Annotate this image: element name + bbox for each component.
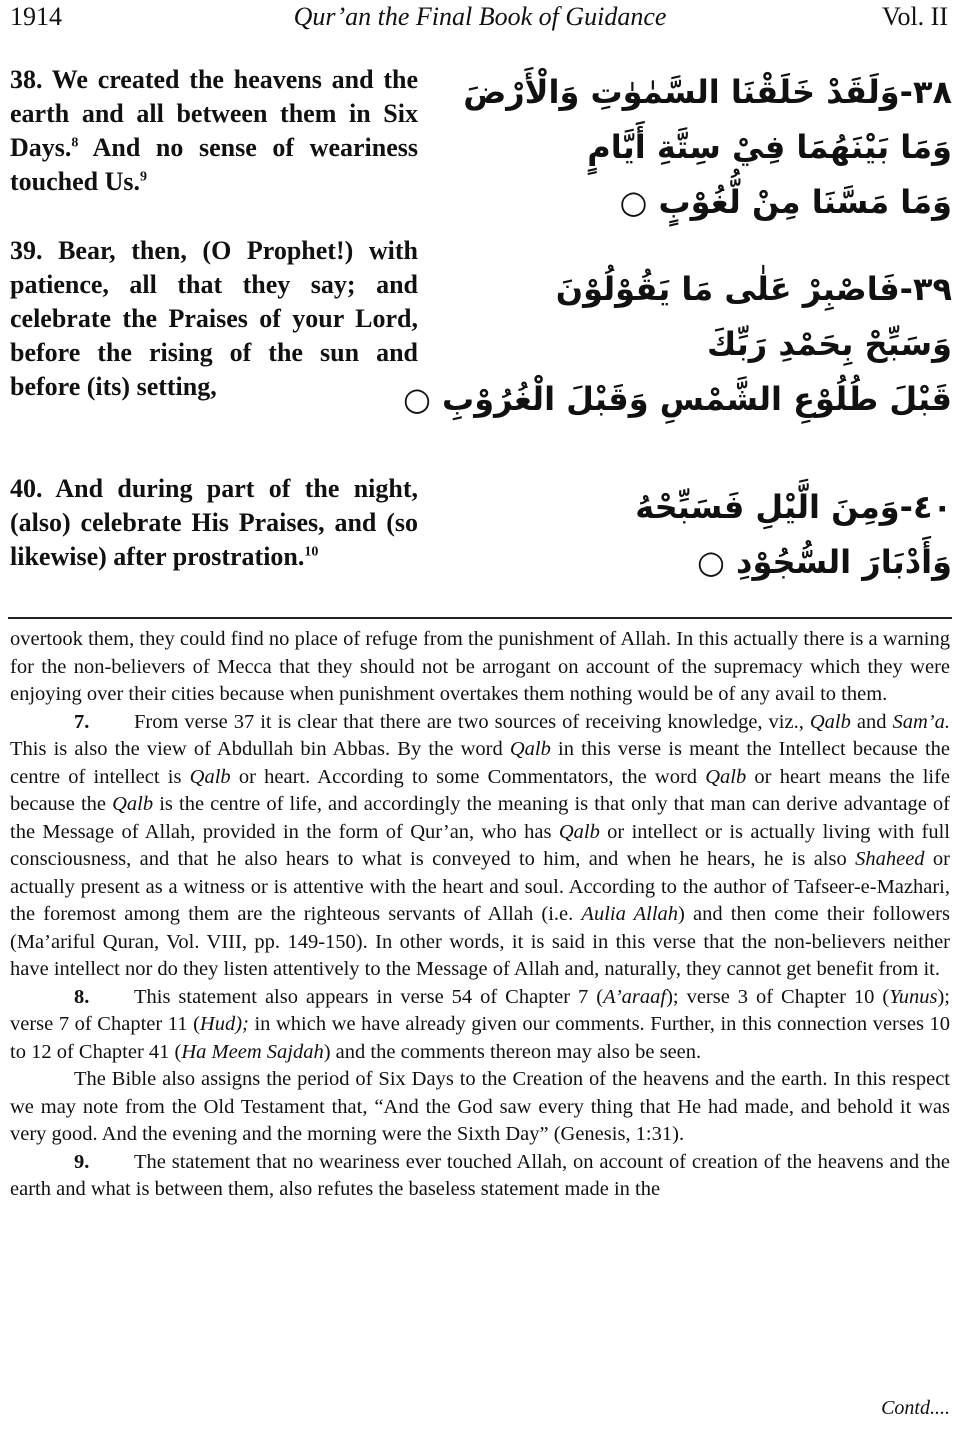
arabic-line: وَسَبِّحْ بِحَمْدِ رَبِّكَ bbox=[706, 325, 952, 363]
footnote-ref-9: 9 bbox=[140, 169, 148, 185]
note-text: ) and the comments thereon may also be seen. bbox=[323, 1040, 702, 1063]
volume-label: Vol. II bbox=[882, 2, 948, 31]
note-number: 7. bbox=[74, 710, 90, 733]
note-text: is the centre of life, and accordingly the meaning is that only that man can derive advantage of the Message of Allah, provided in the form of Qur’an, who has bbox=[10, 793, 950, 843]
italic-term: Qalb bbox=[705, 765, 747, 788]
arabic-line: ٣٨-وَلَقَدْ خَلَقْنَا السَّمٰوٰتِ وَالْأَرْضَ bbox=[463, 73, 952, 111]
note-7 bbox=[10, 709, 950, 984]
arabic-line: وَمَا بَيْنَهُمَا فِيْ سِتَّةِ أَيَّامٍ bbox=[587, 128, 952, 166]
verse-38-arabic bbox=[463, 65, 952, 230]
italic-term: Qalb bbox=[509, 738, 551, 760]
verse-39-translation bbox=[10, 234, 418, 404]
section-divider bbox=[8, 617, 952, 619]
verse-text: And no sense of weariness touched Us. bbox=[10, 133, 418, 196]
commentary-notes bbox=[10, 626, 950, 1204]
note-bible-paragraph: The Bible also assigns the period of Six Days to the Creation of the heavens and the earth. In this respect we may note from the Old Testament that, “And the God saw every thing that He had made, and behold it was very good. And the evening and the morning were the Sixth Day” (Genesis, 1:31). bbox=[10, 1068, 950, 1145]
footnote-ref-8: 8 bbox=[71, 135, 79, 151]
arabic-line: وَمَا مَسَّنَا مِنْ لُّغُوْبٍ ○ bbox=[619, 183, 952, 221]
note-number: 9. bbox=[74, 1150, 90, 1173]
verse-40-arabic bbox=[512, 480, 952, 590]
italic-term: Yunus bbox=[889, 985, 938, 1008]
arabic-line: ٣٩-فَاصْبِرْ عَلٰى مَا يَقُوْلُوْنَ bbox=[555, 270, 952, 308]
verse-text: 39. Bear, then, (O Prophet!) with patience, all that they say; and celebrate the Praises of your Lord, before the rising of the sun and before (its) setting, bbox=[10, 236, 418, 401]
arabic-line: ٤٠-وَمِنَ الَّيْلِ فَسَبِّحْهُ bbox=[635, 488, 952, 526]
arabic-line: وَأَدْبَارَ السُّجُوْدِ ○ bbox=[696, 543, 952, 581]
italic-term: Qalb bbox=[112, 793, 154, 815]
note-number: 8. bbox=[74, 985, 90, 1008]
verse-38-translation bbox=[10, 63, 418, 199]
continued-marker: Contd.... bbox=[881, 1397, 950, 1419]
note-text: or intellect or is actually living with full consciousness, and that he also hears to what is conveyed to him, and when he hears, he is also bbox=[10, 820, 951, 870]
verse-39-arabic bbox=[402, 262, 952, 427]
note-text: This is also the view of Abdullah bin Abbas. By the word bbox=[10, 738, 510, 760]
note-text: or actually present as a witness or is attentive with the heart and soul. According to the author of Tafseer-e-Mazhari, the foremost among them are the righteous servants of Allah (i.e. bbox=[10, 848, 950, 925]
italic-term: Ha Meem Sajdah bbox=[181, 1040, 324, 1063]
note-text: or heart means the life because the bbox=[10, 765, 951, 815]
note-text: This statement also appears in verse 54 of Chapter 7 ( bbox=[134, 985, 604, 1008]
note-continuation: overtook them, they could find no place of refuge from the punishment of Allah. In this actually there is a warning for the non-believers of Mecca that they should not be arrogant on account of the supremacy which they were enjoying over their cities because when punishment overtakes them nothing would be of any avail to them. bbox=[10, 628, 950, 705]
page-header bbox=[10, 2, 950, 38]
italic-term: Qalb bbox=[189, 765, 231, 788]
italic-term: Qalb bbox=[558, 820, 600, 843]
note-9 bbox=[10, 1149, 950, 1204]
page-number: 1914 bbox=[10, 2, 62, 31]
running-title: Qur’an the Final Book of Guidance bbox=[293, 2, 667, 31]
italic-term: Hud); bbox=[199, 1013, 249, 1035]
note-text: ); verse 3 of Chapter 10 ( bbox=[666, 985, 890, 1008]
note-text: The statement that no weariness ever touched Allah, on account of creation of the heavens and the earth and what is between them, also refutes the baseless statement made in the bbox=[10, 1150, 950, 1200]
footnote-ref-10: 10 bbox=[304, 544, 319, 560]
verse-text: 38. We created the heavens and the earth and all between them in Six Days. bbox=[10, 65, 418, 162]
arabic-line: قَبْلَ طُلُوْعِ الشَّمْسِ وَقَبْلَ الْغُرُوْبِ ○ bbox=[402, 380, 952, 418]
italic-term: Qalb bbox=[809, 710, 851, 733]
italic-term: Shaheed bbox=[855, 848, 925, 870]
italic-term: A’araaf bbox=[603, 985, 667, 1008]
italic-term: Aulia Allah bbox=[581, 903, 679, 925]
verse-text: 40. And during part of the night, (also) celebrate His Praises, and (so likewise) after prostration. bbox=[10, 474, 418, 571]
verse-40-translation bbox=[10, 472, 418, 574]
note-text: and bbox=[850, 710, 893, 733]
note-text: From verse 37 it is clear that there are two sources of receiving knowledge, viz., bbox=[134, 710, 804, 733]
note-text: or heart. According to some Commentators, the word bbox=[230, 765, 706, 788]
note-text: ) and then come their followers (Ma’ariful Quran, Vol. VIII, pp. 149-150). In other words, it is said in this verse that the non-believers neither have intellect nor do they listen attentively to the Message of Allah and, naturally, they cannot get benefit from it. bbox=[10, 903, 950, 980]
note-8 bbox=[10, 984, 950, 1067]
italic-term: Sam’a. bbox=[892, 710, 951, 733]
note-text: in which we have already given our comments. Further, in this connection verses 10 to 12 of Chapter 41 ( bbox=[10, 1013, 950, 1063]
note-text: ); verse 7 of Chapter 11 ( bbox=[10, 985, 950, 1035]
note-text: in this verse is meant the Intellect because the centre of intellect is bbox=[10, 738, 950, 788]
